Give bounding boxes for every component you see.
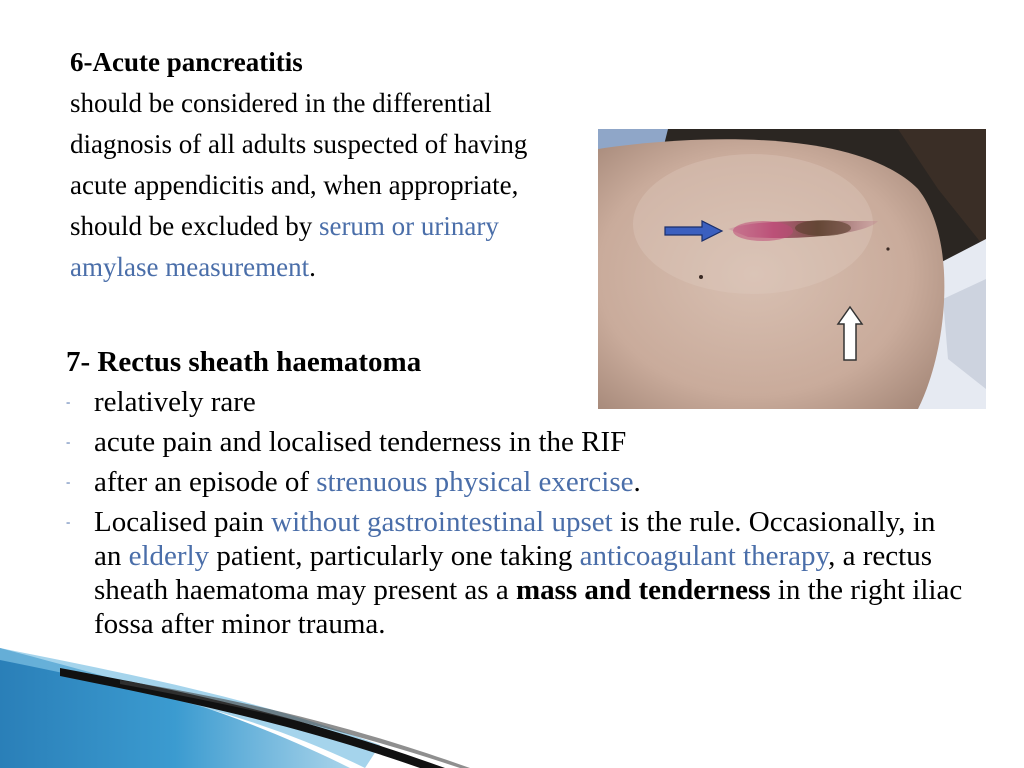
- bullet-highlight: anticoagulant therapy: [579, 540, 829, 572]
- list-item: [66, 462, 966, 502]
- section-acute-pancreatitis: [70, 42, 590, 288]
- bullet-text-end: .: [633, 466, 641, 498]
- list-item: [66, 382, 966, 422]
- bullet-marker: -: [66, 434, 71, 449]
- bullet-text: Localised pain: [94, 506, 272, 538]
- bullet-highlight: without gastrointestinal upset: [271, 506, 613, 538]
- list-item: [66, 502, 966, 641]
- bullet-text: in the right iliac fossa after minor trauma.: [94, 574, 963, 640]
- bullet-highlight: elderly: [128, 540, 210, 572]
- section6-title: 6-Acute pancreatitis: [70, 47, 303, 77]
- bullet-marker: -: [66, 514, 71, 529]
- bullet-highlight: strenuous physical exercise: [316, 466, 634, 498]
- section7-bullet-list: [66, 382, 966, 641]
- bullet-marker: -: [66, 474, 71, 489]
- bullet-bold: mass and tenderness: [515, 574, 771, 606]
- section6-body-end: .: [309, 252, 316, 282]
- bullet-text: is the rule. Occasionally, in an: [94, 506, 936, 572]
- bullet-text: relatively rare: [94, 386, 256, 418]
- section-rectus-sheath-haematoma: [66, 342, 966, 641]
- list-item: [66, 422, 966, 462]
- section6-highlight: serum or urinary amylase measurement: [70, 211, 499, 282]
- section6-body: [70, 83, 590, 288]
- bullet-marker: -: [66, 394, 71, 409]
- bullet-text: after an episode of: [94, 466, 317, 498]
- section6-body-text: should be considered in the differential diagnosis of all adults suspected of having acute appendicitis and, when appropriate, should be excluded by: [70, 88, 528, 241]
- bullet-text: acute pain and localised tenderness in the RIF: [94, 426, 627, 458]
- bullet-text: , a rectus sheath haematoma may present as a: [94, 540, 932, 606]
- section7-title: 7- Rectus sheath haematoma: [66, 346, 422, 378]
- bullet-text: patient, particularly one taking: [209, 540, 580, 572]
